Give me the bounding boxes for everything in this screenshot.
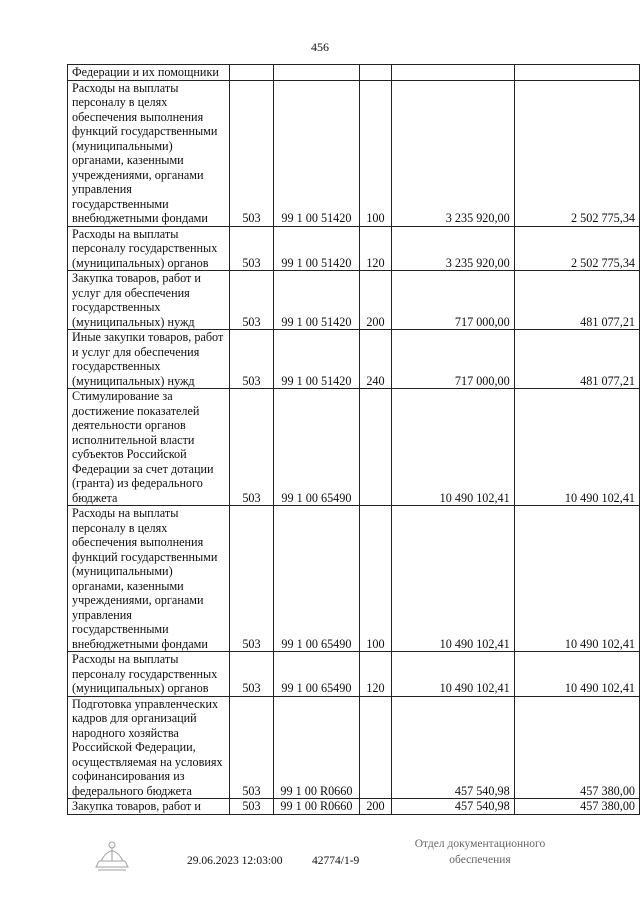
cell-sum2: 2 502 775,34 [514, 80, 639, 226]
cell-section: 503 [230, 389, 274, 506]
cell-section: 503 [230, 80, 274, 226]
cell-csr [273, 65, 359, 81]
cell-section: 503 [230, 652, 274, 697]
cell-name: Стимулирование за достижение показателей деятельности органов исполнительной власти субъектов Российской Федерации за счет дотации (гранта) из федерального бюджета [68, 389, 230, 506]
cell-sum1: 717 000,00 [392, 330, 515, 389]
cell-csr: 99 1 00 65490 [273, 506, 359, 652]
cell-csr: 99 1 00 R0660 [273, 799, 359, 815]
table-row [68, 271, 640, 330]
cell-sum2: 10 490 102,41 [514, 652, 639, 697]
cell-sum1: 10 490 102,41 [392, 652, 515, 697]
cell-vr: 100 [359, 506, 391, 652]
cell-csr: 99 1 00 65490 [273, 652, 359, 697]
table-row [68, 696, 640, 799]
cell-sum1: 717 000,00 [392, 271, 515, 330]
cell-csr: 99 1 00 51420 [273, 330, 359, 389]
emblem-stamp [92, 833, 132, 873]
cell-vr [359, 389, 391, 506]
cell-section: 503 [230, 506, 274, 652]
cell-sum1: 457 540,98 [392, 696, 515, 799]
cell-csr: 99 1 00 R0660 [273, 696, 359, 799]
cell-name: Расходы на выплаты персоналу в целях обеспечения выполнения функций государственными (муниципальными) органами, казенными учреждениями, органами управления государственными внебюджетными фондами [68, 506, 230, 652]
footer-datetime: 29.06.2023 12:03:00 [187, 855, 283, 867]
cell-name: Расходы на выплаты персоналу государственных (муниципальных) органов [68, 226, 230, 271]
cell-csr: 99 1 00 65490 [273, 389, 359, 506]
cell-vr: 240 [359, 330, 391, 389]
cell-section: 503 [230, 330, 274, 389]
table-row [68, 65, 640, 81]
cell-sum2: 2 502 775,34 [514, 226, 639, 271]
cell-csr: 99 1 00 51420 [273, 80, 359, 226]
cell-name: Расходы на выплаты персоналу государственных (муниципальных) органов [68, 652, 230, 697]
table-row [68, 80, 640, 226]
cell-sum1: 3 235 920,00 [392, 80, 515, 226]
cell-sum1: 10 490 102,41 [392, 389, 515, 506]
cell-name: Закупка товаров, работ и [68, 799, 230, 815]
cell-name: Иные закупки товаров, работ и услуг для обеспечения государственных (муниципальных) нужд [68, 330, 230, 389]
cell-sum2: 457 380,00 [514, 799, 639, 815]
footer-department-stamp: Отдел документационного обеспечения [414, 838, 546, 866]
cell-vr: 200 [359, 271, 391, 330]
cell-name: Подготовка управленческих кадров для организаций народного хозяйства Российской Федерации, осуществляемая на условиях софинансирования из федерального бюджета [68, 696, 230, 799]
table-row [68, 652, 640, 697]
cell-sum2: 481 077,21 [514, 330, 639, 389]
cell-section: 503 [230, 271, 274, 330]
cell-vr: 100 [359, 80, 391, 226]
cell-sum2 [514, 65, 639, 81]
cell-sum2: 10 490 102,41 [514, 389, 639, 506]
table-row [68, 506, 640, 652]
cell-section: 503 [230, 226, 274, 271]
footer-doc-number: 42774/1-9 [312, 855, 360, 867]
cell-sum1: 10 490 102,41 [392, 506, 515, 652]
cell-name: Расходы на выплаты персоналу в целях обеспечения выполнения функций государственными (муниципальными) органами, казенными учреждениями, органами управления государственными внебюджетными фондами [68, 80, 230, 226]
table-row [68, 799, 640, 815]
cell-sum1: 3 235 920,00 [392, 226, 515, 271]
cell-vr: 120 [359, 652, 391, 697]
cell-sum1: 457 540,98 [392, 799, 515, 815]
cell-sum2: 457 380,00 [514, 696, 639, 799]
cell-sum2: 10 490 102,41 [514, 506, 639, 652]
cell-sum2: 481 077,21 [514, 271, 639, 330]
cell-name: Закупка товаров, работ и услуг для обеспечения государственных (муниципальных) нужд [68, 271, 230, 330]
cell-section [230, 65, 274, 81]
table-row [68, 330, 640, 389]
cell-sum1 [392, 65, 515, 81]
budget-table [67, 64, 640, 815]
table-row [68, 226, 640, 271]
page-number: 456 [311, 40, 329, 54]
cell-vr: 200 [359, 799, 391, 815]
cell-section: 503 [230, 696, 274, 799]
cell-vr [359, 65, 391, 81]
cell-section: 503 [230, 799, 274, 815]
cell-csr: 99 1 00 51420 [273, 226, 359, 271]
cell-vr [359, 696, 391, 799]
cell-name: Федерации и их помощники [68, 65, 230, 81]
cell-csr: 99 1 00 51420 [273, 271, 359, 330]
cell-vr: 120 [359, 226, 391, 271]
table-row [68, 389, 640, 506]
